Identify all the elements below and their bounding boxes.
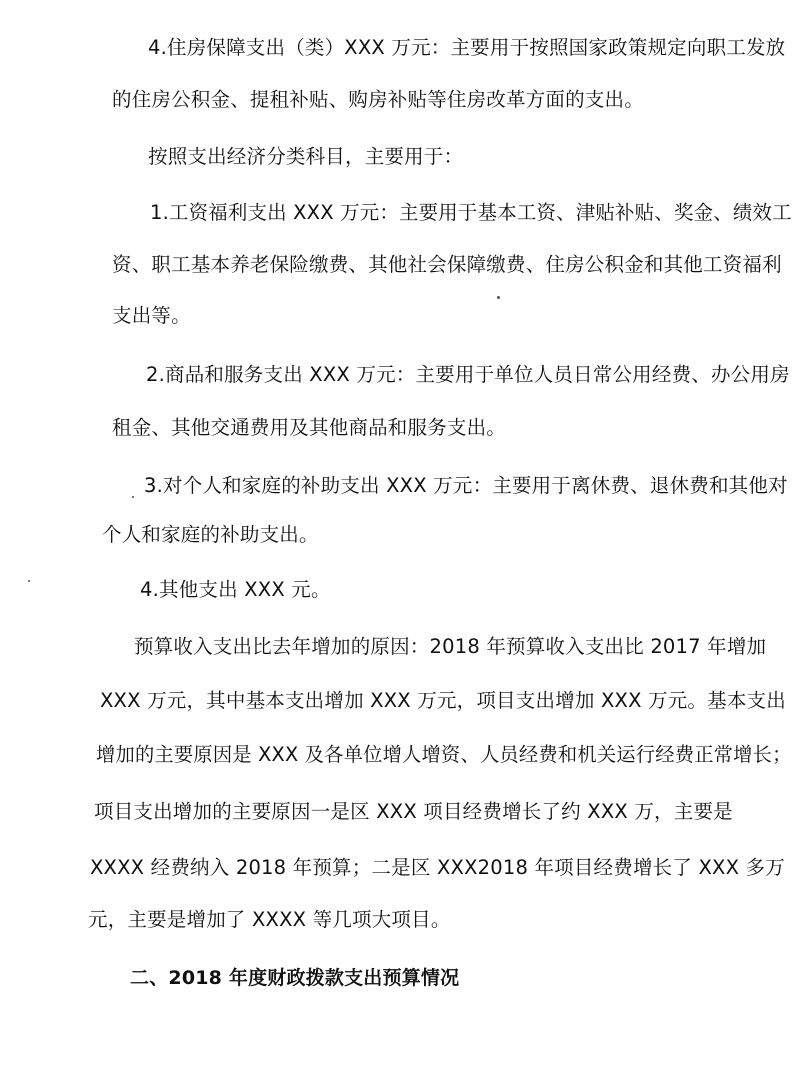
text-line: 项目支出增加的主要原因一是区 XXX 项目经费增长了约 XXX 万，主要是 — [94, 800, 733, 823]
text-line: 4.其他支出 XXX 元。 — [140, 578, 331, 601]
text-line: XXX 万元，其中基本支出增加 XXX 万元，项目支出增加 XXX 万元。基本支出 — [100, 689, 786, 712]
text-line: 个人和家庭的补助支出。 — [102, 523, 319, 546]
section-heading: 二、2018 年度财政拨款支出预算情况 — [130, 967, 460, 989]
text-line: XXXX 经费纳入 2018 年预算；二是区 XXX2018 年项目经费增长了 XXX 多万 — [90, 856, 785, 879]
text-line: 的住房公积金、提租补贴、购房补贴等住房改革方面的支出。 — [112, 88, 644, 111]
text-line: 预算收入支出比去年增加的原因：2018 年预算收入支出比 2017 年增加 — [134, 635, 767, 658]
text-line: 增加的主要原因是 XXX 及各单位增人增资、人员经费和机关运行经费正常增长； — [96, 743, 792, 766]
text-line: 元，主要是增加了 XXXX 等几项大项目。 — [88, 908, 451, 931]
text-line: 按照支出经济分类科目，主要用于： — [148, 145, 464, 168]
text-line: 支出等。 — [112, 304, 191, 327]
scan-speck — [497, 296, 500, 299]
text-line: 2.商品和服务支出 XXX 万元：主要用于单位人员日常公用经费、办公用房 — [146, 363, 790, 386]
text-line: 1.工资福利支出 XXX 万元：主要用于基本工资、津贴补贴、奖金、绩效工 — [150, 201, 792, 224]
text-line: 4.住房保障支出（类）XXX 万元：主要用于按照国家政策规定向职工发放 — [148, 36, 786, 59]
scan-speck — [132, 496, 134, 498]
scan-speck — [28, 580, 30, 582]
text-line: 资、职工基本养老保险缴费、其他社会保障缴费、住房公积金和其他工资福利 — [112, 253, 782, 276]
text-line: 3.对个人和家庭的补助支出 XXX 万元：主要用于离休费、退休费和其他对 — [144, 474, 788, 497]
text-line: 租金、其他交通费用及其他商品和服务支出。 — [112, 416, 507, 439]
